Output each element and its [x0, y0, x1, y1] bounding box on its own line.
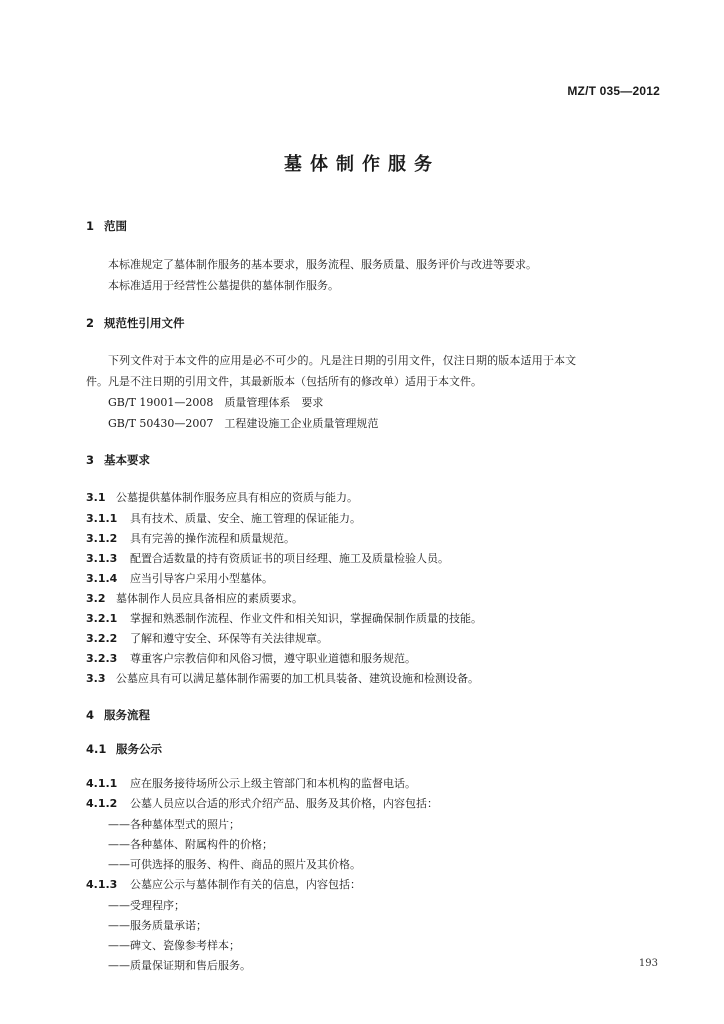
clause: [86, 570, 273, 586]
document-code: MZ/T 035—2012: [567, 84, 660, 98]
clause-text: 具有完善的操作流程和质量规范。: [130, 532, 295, 545]
clause-number: 4.1.3: [86, 878, 118, 891]
clause: [86, 489, 358, 505]
section-number: 4: [86, 708, 95, 722]
normative-reference: GB/T 19001—2008 质量管理体系 要求: [108, 396, 324, 409]
page-number: 193: [638, 958, 658, 969]
section-number: 1: [86, 219, 95, 233]
section-1-heading: [86, 218, 127, 234]
list-item: ——各种墓体、附属构件的价格；: [108, 838, 273, 851]
clause-number: 3.1.3: [86, 552, 118, 565]
clause-number: 4.1.1: [86, 777, 118, 790]
clause-number: 3.2.3: [86, 652, 118, 665]
clause-text: 公墓人员应以合适的形式介绍产品、服务及其价格，内容包括：: [130, 797, 438, 810]
section-title: 服务流程: [104, 708, 150, 722]
list-item: ——各种墓体型式的照片；: [108, 818, 240, 831]
clause-text: 应在服务接待场所公示上级主管部门和本机构的监督电话。: [130, 777, 416, 790]
clause-number: 3.2.1: [86, 612, 118, 625]
paragraph: 本标准规定了墓体制作服务的基本要求，服务流程、服务质量、服务评价与改进等要求。: [108, 258, 537, 271]
clause-number: 3.3: [86, 672, 106, 685]
list-item: ——受理程序；: [108, 899, 185, 912]
clause-number: 3.1.2: [86, 532, 118, 545]
clause-number: 3.2.2: [86, 632, 118, 645]
section-number: 2: [86, 316, 95, 330]
clause: [86, 530, 295, 546]
clause: [86, 795, 438, 811]
list-item: ——可供选择的服务、构件、商品的照片及其价格。: [108, 858, 361, 871]
subsection-number: 4.1: [86, 742, 107, 756]
clause: [86, 650, 416, 666]
clause: [86, 876, 361, 892]
clause: [86, 670, 479, 686]
clause: [86, 775, 416, 791]
clause-text: 尊重客户宗教信仰和风俗习惯，遵守职业道德和服务规范。: [130, 652, 416, 665]
clause-number: 4.1.2: [86, 797, 118, 810]
document-title: 墓体制作服务: [284, 154, 440, 175]
section-number: 3: [86, 453, 95, 467]
clause: [86, 590, 303, 606]
clause-text: 配置合适数量的持有资质证书的项目经理、施工及质量检验人员。: [130, 552, 449, 565]
paragraph: 件。凡是不注日期的引用文件，其最新版本（包括所有的修改单）适用于本文件。: [86, 375, 482, 388]
clause-text: 公墓提供墓体制作服务应具有相应的资质与能力。: [116, 491, 358, 504]
list-item: ——服务质量承诺；: [108, 919, 207, 932]
section-title: 范围: [104, 219, 127, 233]
section-4-heading: [86, 707, 150, 723]
clause: [86, 630, 328, 646]
list-item: ——碑文、瓷像参考样本；: [108, 939, 240, 952]
clause-number: 3.1.4: [86, 572, 118, 585]
clause-text: 应当引导客户采用小型墓体。: [130, 572, 273, 585]
clause-text: 公墓应具有可以满足墓体制作需要的加工机具装备、建筑设施和检测设备。: [116, 672, 479, 685]
subsection-4-1-heading: [86, 741, 162, 757]
section-title: 规范性引用文件: [104, 316, 185, 330]
clause-number: 3.2: [86, 592, 106, 605]
clause: [86, 510, 361, 526]
clause-text: 公墓应公示与墓体制作有关的信息，内容包括：: [130, 878, 361, 891]
subsection-title: 服务公示: [116, 742, 162, 756]
clause-text: 墓体制作人员应具备相应的素质要求。: [116, 592, 303, 605]
clause-text: 了解和遵守安全、环保等有关法律规章。: [130, 632, 328, 645]
paragraph: 本标准适用于经营性公墓提供的墓体制作服务。: [108, 279, 339, 292]
clause: [86, 610, 482, 626]
section-2-heading: [86, 315, 185, 331]
list-item: ——质量保证期和售后服务。: [108, 959, 251, 972]
paragraph: 下列文件对于本文件的应用是必不可少的。凡是注日期的引用文件，仅注日期的版本适用于本文: [108, 354, 577, 367]
section-3-heading: [86, 452, 150, 468]
clause-text: 掌握和熟悉制作流程、作业文件和相关知识，掌握确保制作质量的技能。: [130, 612, 482, 625]
clause: [86, 550, 449, 566]
clause-number: 3.1.1: [86, 512, 118, 525]
clause-text: 具有技术、质量、安全、施工管理的保证能力。: [130, 512, 361, 525]
section-title: 基本要求: [104, 453, 150, 467]
clause-number: 3.1: [86, 491, 106, 504]
normative-reference: GB/T 50430—2007 工程建设施工企业质量管理规范: [108, 417, 379, 430]
